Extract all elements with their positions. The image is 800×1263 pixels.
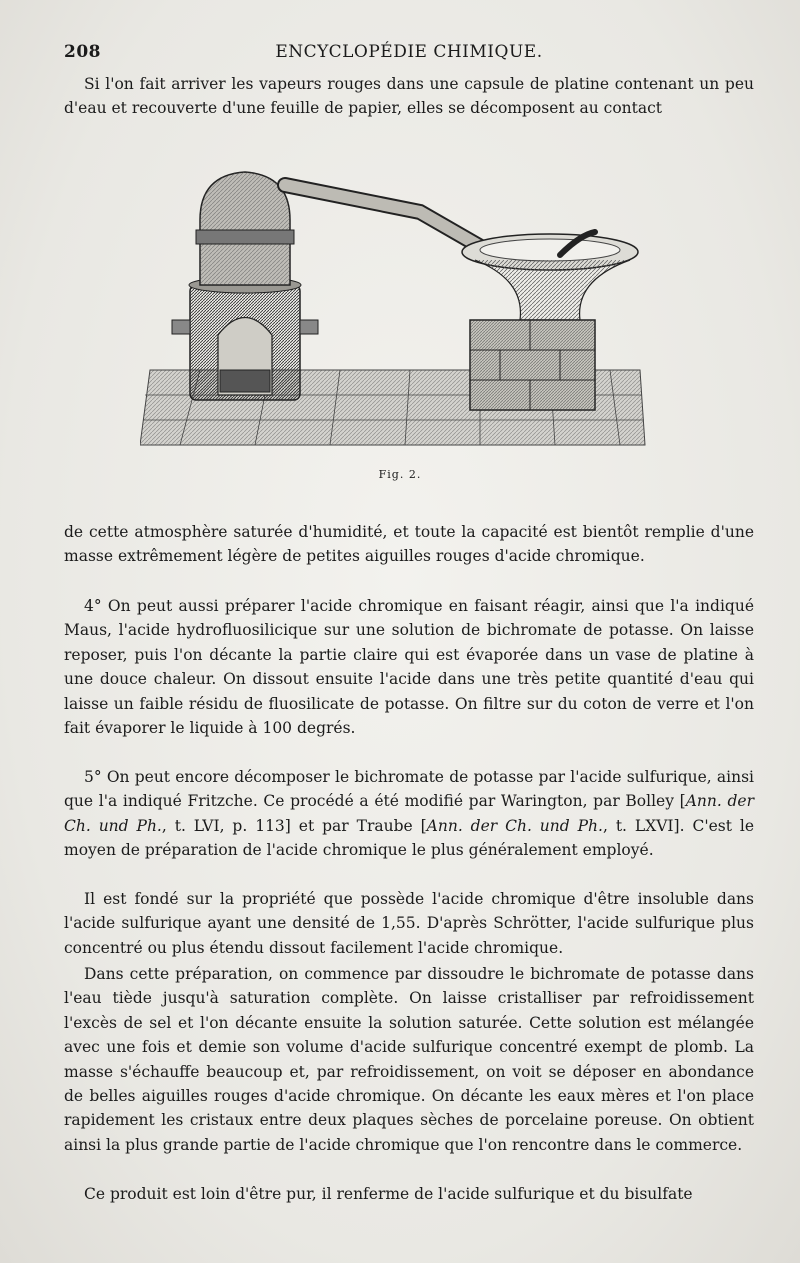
- paragraph-impurity: Ce produit est loin d'être pur, il renferme de l'acide sulfurique et du bisulfate: [84, 1185, 693, 1203]
- paragraph-vapeurs: Si l'on fait arriver les vapeurs rouges dans une capsule de platine contenant un peu d'eau et recouverte d'une feuille de papier, elles se décomposent au contact: [64, 75, 754, 118]
- paragraph-preparation: Dans cette préparation, on commence par dissoudre le bichromate de potasse dans l'eau tiède jusqu'à saturation complète. On laisse cristalliser par refroidissement l'excès de sel et l'on décante ensuite la solution saturée. Cette solution est mélangée avec une fois et demie son volume d'acide sulfurique concentré exempt de plomb. La masse s'échauffe beaucoup et, par refroidissement, on voit se déposer en abondance de belles aiguilles rouges d'acide chromique. On décante les eaux mères et l'on place rapidement les cristaux entre deux plaques sèches de porcelaine poreuse. On obtient ainsi la plus grande partie de l'acide chromique que l'on rencontre dans le commerce.: [64, 965, 754, 1154]
- method-5-text-b: , t. LVI, p. 113] et par Traube [: [161, 816, 427, 835]
- paragraph-method-4: 4° On peut aussi préparer l'acide chromique en faisant réagir, ainsi que l'a indiqué Maus, l'acide hydrofluosilicique sur une solution de bichromate de potasse. On laisse reposer, puis l'on décante la partie claire qui est évaporée dans un vase de platine à une douce chaleur. On dissout ensuite l'acide dans une très petite quantité d'eau qui laisse un faible résidu de fluosilicate de potasse. On filtre sur du coton de verre et l'on fait évaporer le liquide à 100 degrés.: [64, 597, 754, 738]
- brick-stand: [470, 320, 595, 410]
- paragraph-method-5: [64, 765, 754, 863]
- paragraph-atmosphere: de cette atmosphère saturée d'humidité, et toute la capacité est bientôt remplie d'une masse extrêmement légère de petites aiguilles rouges d'acide chromique.: [64, 523, 754, 566]
- reference-annalen-1: Ann. der Ch. und Ph.: [64, 792, 754, 835]
- method-5-text-a: 5° On peut encore décomposer le bichromate de potasse par l'acide sulfurique, ainsi que l'a indiqué Fritzche. Ce procédé a été modifié par Warington, par Bolley [: [64, 768, 754, 811]
- reference-annalen-2: Ann. der Ch. und Ph.: [426, 816, 603, 835]
- figure-caption: Fig. 2.: [378, 468, 422, 481]
- furnace: [172, 277, 318, 400]
- page-number: 208: [64, 42, 101, 62]
- paragraph-insolubility: Il est fondé sur la propriété que possède l'acide chromique d'être insoluble dans l'acide sulfurique ayant une densité de 1,55. D'après Schrötter, l'acide sulfurique plus concentré ou plus étendu dissout facilement l'acide chromique.: [64, 890, 754, 957]
- running-title: ENCYCLOPÉDIE CHIMIQUE.: [275, 42, 543, 62]
- method-5-text-c: , t. LXVI]. C'est le moyen de préparation de l'acide chromique le plus généralement employé.: [64, 816, 754, 860]
- page-header: [64, 42, 754, 68]
- distillation-apparatus-illustration: [140, 160, 650, 460]
- platinum-capsule: [462, 232, 638, 320]
